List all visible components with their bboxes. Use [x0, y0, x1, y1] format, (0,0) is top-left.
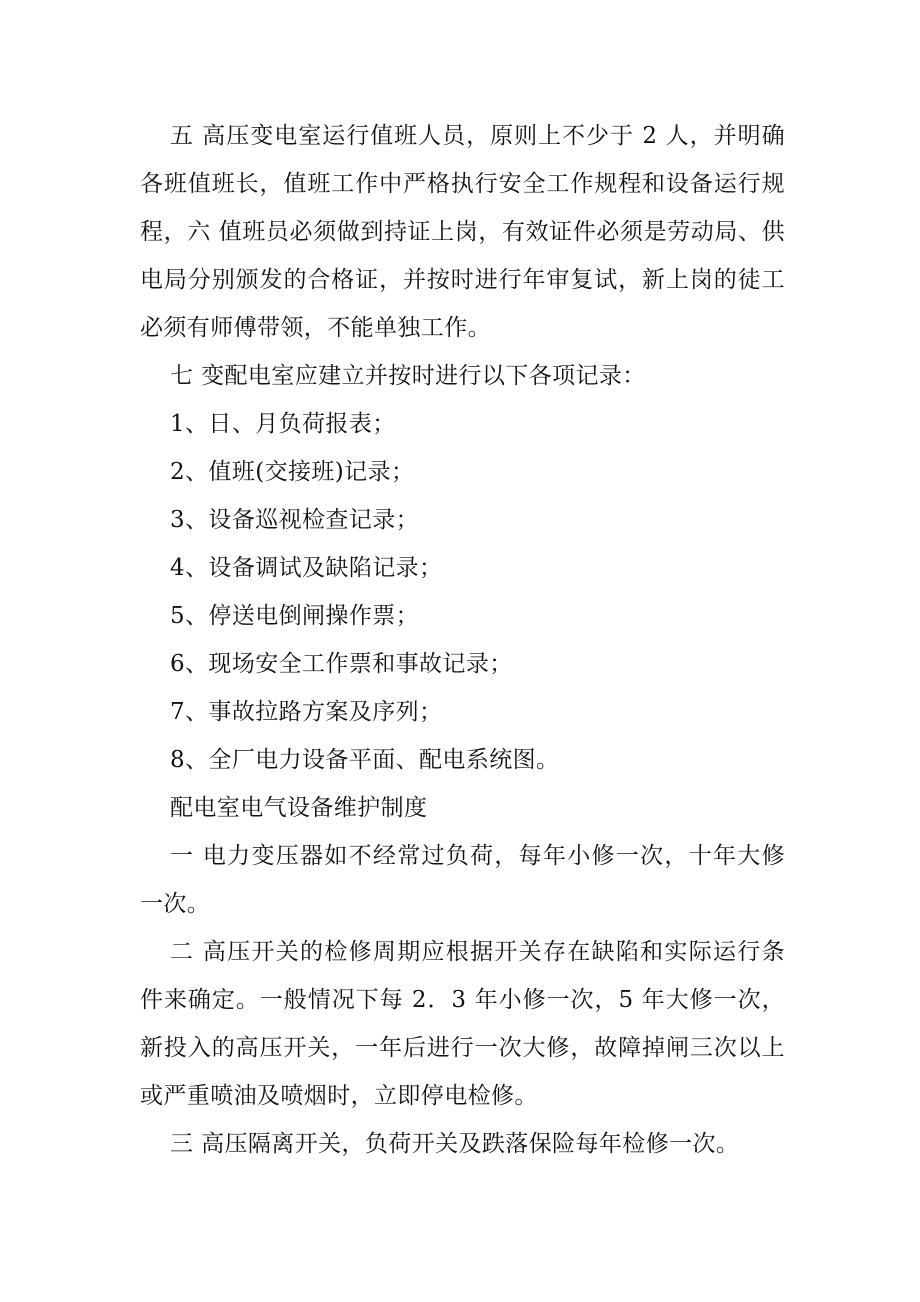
paragraph-isolation-switch: 三 高压隔离开关，负荷开关及跌落保险每年检修一次。 — [170, 1131, 740, 1157]
document-body — [140, 112, 785, 1168]
record-item: 3、设备巡视检查记录； — [170, 507, 420, 533]
record-item: 1、日、月负荷报表； — [170, 411, 396, 437]
record-item: 6、现场安全工作票和事故记录； — [170, 651, 513, 677]
record-item: 4、设备调试及缺陷记录； — [170, 555, 443, 581]
paragraph-hv-switch: 二 高压开关的检修周期应根据开关存在缺陷和实际运行条件来确定。一般情况下每 2．3 年小修一次，5 年大修一次，新投入的高压开关，一年后进行一次大修，故障掉闸三次以上或严重喷油及喷烟时，立即停电检修。 — [140, 939, 785, 1109]
paragraph-duty-staff: 五 高压变电室运行值班人员，原则上不少于 2 人，并明确各班值班长，值班工作中严格执行安全工作规程和设备运行规程，六 值班员必须做到持证上岗，有效证件必须是劳动局、供电局分别颁发的合格证，并按时进行年审复试，新上岗的徒工必须有师傅带领，不能单独工作。 — [140, 123, 785, 341]
record-item: 2、值班(交接班)记录； — [170, 459, 415, 485]
record-item: 5、停送电倒闸操作票； — [170, 603, 420, 629]
section-title: 配电室电气设备维护制度 — [170, 795, 428, 821]
record-item: 8、全厂电力设备平面、配电系统图。 — [170, 747, 560, 773]
paragraph-transformer: 一 电力变压器如不经常过负荷，每年小修一次，十年大修一次。 — [140, 843, 785, 917]
records-heading: 七 变配电室应建立并按时进行以下各项记录： — [170, 363, 646, 389]
record-item: 7、事故拉路方案及序列； — [170, 699, 443, 725]
